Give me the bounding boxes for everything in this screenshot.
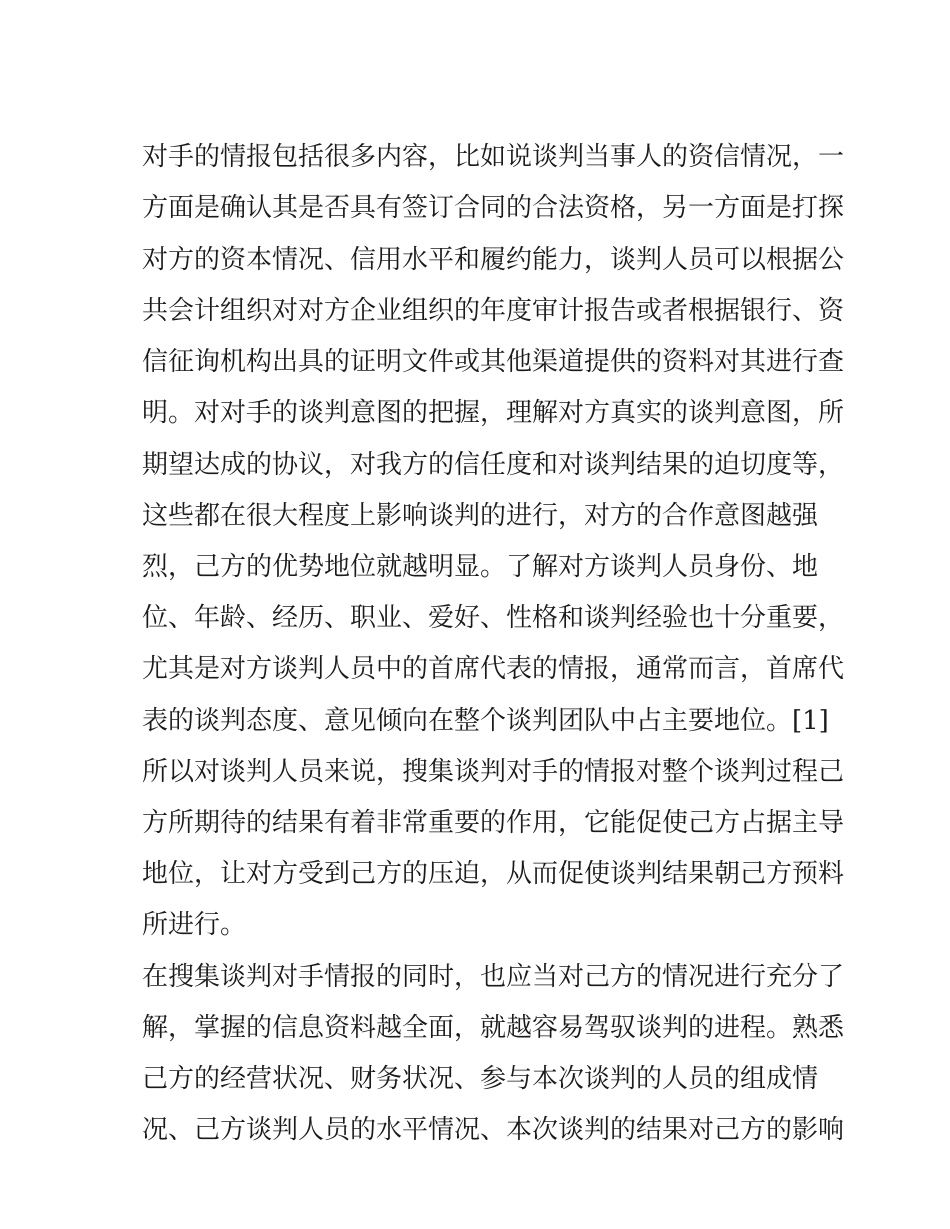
text-line: 己方的经营状况、财务状况、参与本次谈判的人员的组成情 (142, 1064, 819, 1094)
text-line: 所进行。 (142, 910, 247, 940)
text-line: 解，掌握的信息资料越全面，就越容易驾驭谈判的进程。熟悉 (142, 1013, 845, 1043)
text-line: 表的谈判态度、意见倾向在整个谈判团队中占主要地位。[1] (142, 706, 829, 736)
text-line: 信征询机构出具的证明文件或其他渠道提供的资料对其进行查 (142, 347, 845, 377)
text-line: 对手的情报包括很多内容，比如说谈判当事人的资信情况，一 (142, 142, 845, 172)
text-line: 况、己方谈判人员的水平情况、本次谈判的结果对己方的影响 (142, 1115, 845, 1145)
text-line: 尤其是对方谈判人员中的首席代表的情报，通常而言，首席代 (142, 654, 845, 684)
text-line: 共会计组织对对方企业组织的年度审计报告或者根据银行、资 (142, 296, 845, 326)
text-line: 方所期待的结果有着非常重要的作用，它能促使己方占据主导 (142, 808, 845, 838)
text-line: 位、年龄、经历、职业、爱好、性格和谈判经验也十分重要， (142, 603, 845, 633)
text-line: 明。对对手的谈判意图的把握，理解对方真实的谈判意图，所 (142, 398, 845, 428)
text-line: 方面是确认其是否具有签订合同的合法资格，另一方面是打探 (142, 193, 845, 223)
text-line: 期望达成的协议，对我方的信任度和对谈判结果的迫切度等， (142, 450, 845, 480)
text-line: 烈，己方的优势地位就越明显。了解对方谈判人员身份、地 (142, 552, 819, 582)
text-line: 所以对谈判人员来说，搜集谈判对手的情报对整个谈判过程己 (142, 757, 845, 787)
text-line: 地位，让对方受到己方的压迫，从而促使谈判结果朝己方预料 (142, 859, 845, 889)
text-line: 这些都在很大程度上影响谈判的进行，对方的合作意图越强 (142, 501, 819, 531)
text-line: 在搜集谈判对手情报的同时，也应当对己方的情况进行充分了 (142, 962, 845, 992)
text-line: 对方的资本情况、信用水平和履约能力，谈判人员可以根据公 (142, 245, 845, 275)
